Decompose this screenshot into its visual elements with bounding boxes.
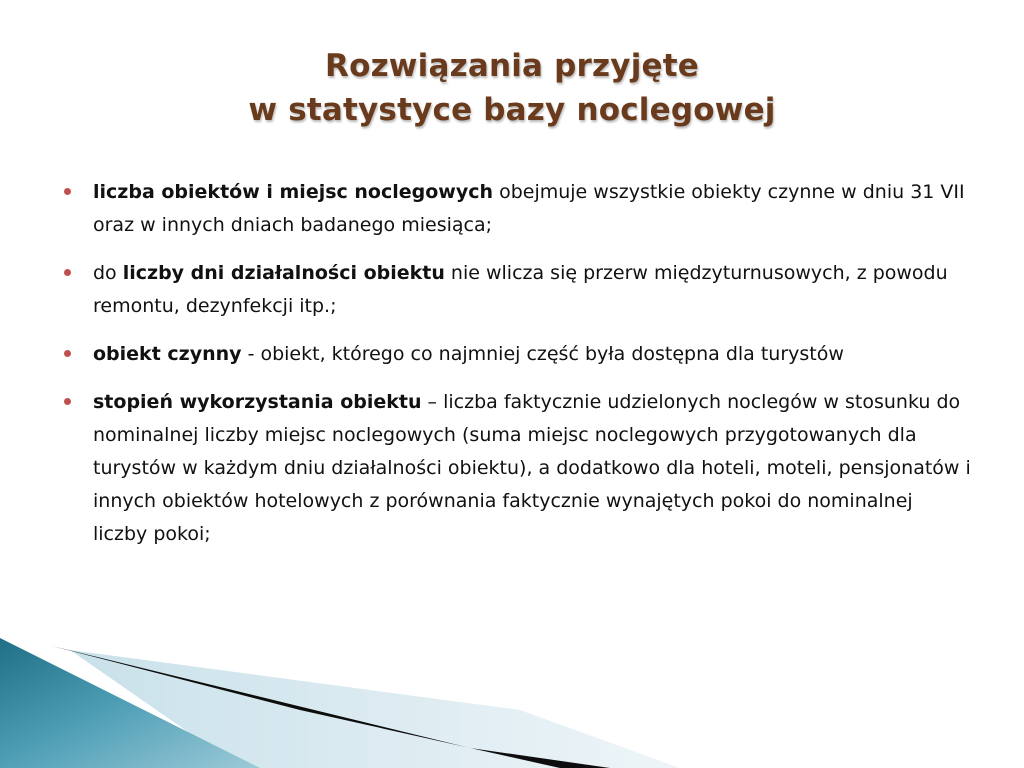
item-text: obejmuje wszystkie obiekty czynne w dniu 31 VII oraz w innych dniach badanego miesiąca; xyxy=(93,181,965,236)
item-term: liczba obiektów i miejsc noclegowych xyxy=(93,181,494,203)
list-item xyxy=(62,386,972,551)
bullet-list xyxy=(62,176,972,566)
item-text: - obiekt, którego co najmniej część była dostępna dla turystów xyxy=(241,343,844,365)
corner-decoration xyxy=(0,638,1024,768)
bullet-dot-icon xyxy=(64,398,71,405)
bullet-dot-icon xyxy=(64,350,71,357)
item-prefix: do xyxy=(93,262,123,284)
title-line-1: Rozwiązania przyjęte xyxy=(325,48,699,84)
bullet-dot-icon xyxy=(64,269,71,276)
bullet-dot-icon xyxy=(64,188,71,195)
list-item xyxy=(62,257,972,323)
item-text: – liczba faktycznie udzielonych noclegów w stosunku do nominalnej liczby miejsc noclegowych (suma miejsc noclegowych przygotowanych dla turystów w każdym dniu działalności obiektu), a dodatkowo dla hoteli, moteli, pensjonatów i innych obiektów hotelowych z porównania faktycznie wynajętych pokoi do nominalnej liczby pokoi; xyxy=(93,391,971,545)
title-line-2: w statystyce bazy noclegowej xyxy=(248,92,776,128)
list-item xyxy=(62,176,972,242)
item-term: liczby dni działalności obiektu xyxy=(122,262,445,284)
list-item xyxy=(62,338,972,371)
item-term: stopień wykorzystania obiektu xyxy=(93,391,422,413)
item-text: nie wlicza się przerw międzyturnusowych, z powodu remontu, dezynfekcji itp.; xyxy=(93,262,948,317)
item-term: obiekt czynny xyxy=(93,343,242,365)
slide-title xyxy=(0,44,1024,132)
